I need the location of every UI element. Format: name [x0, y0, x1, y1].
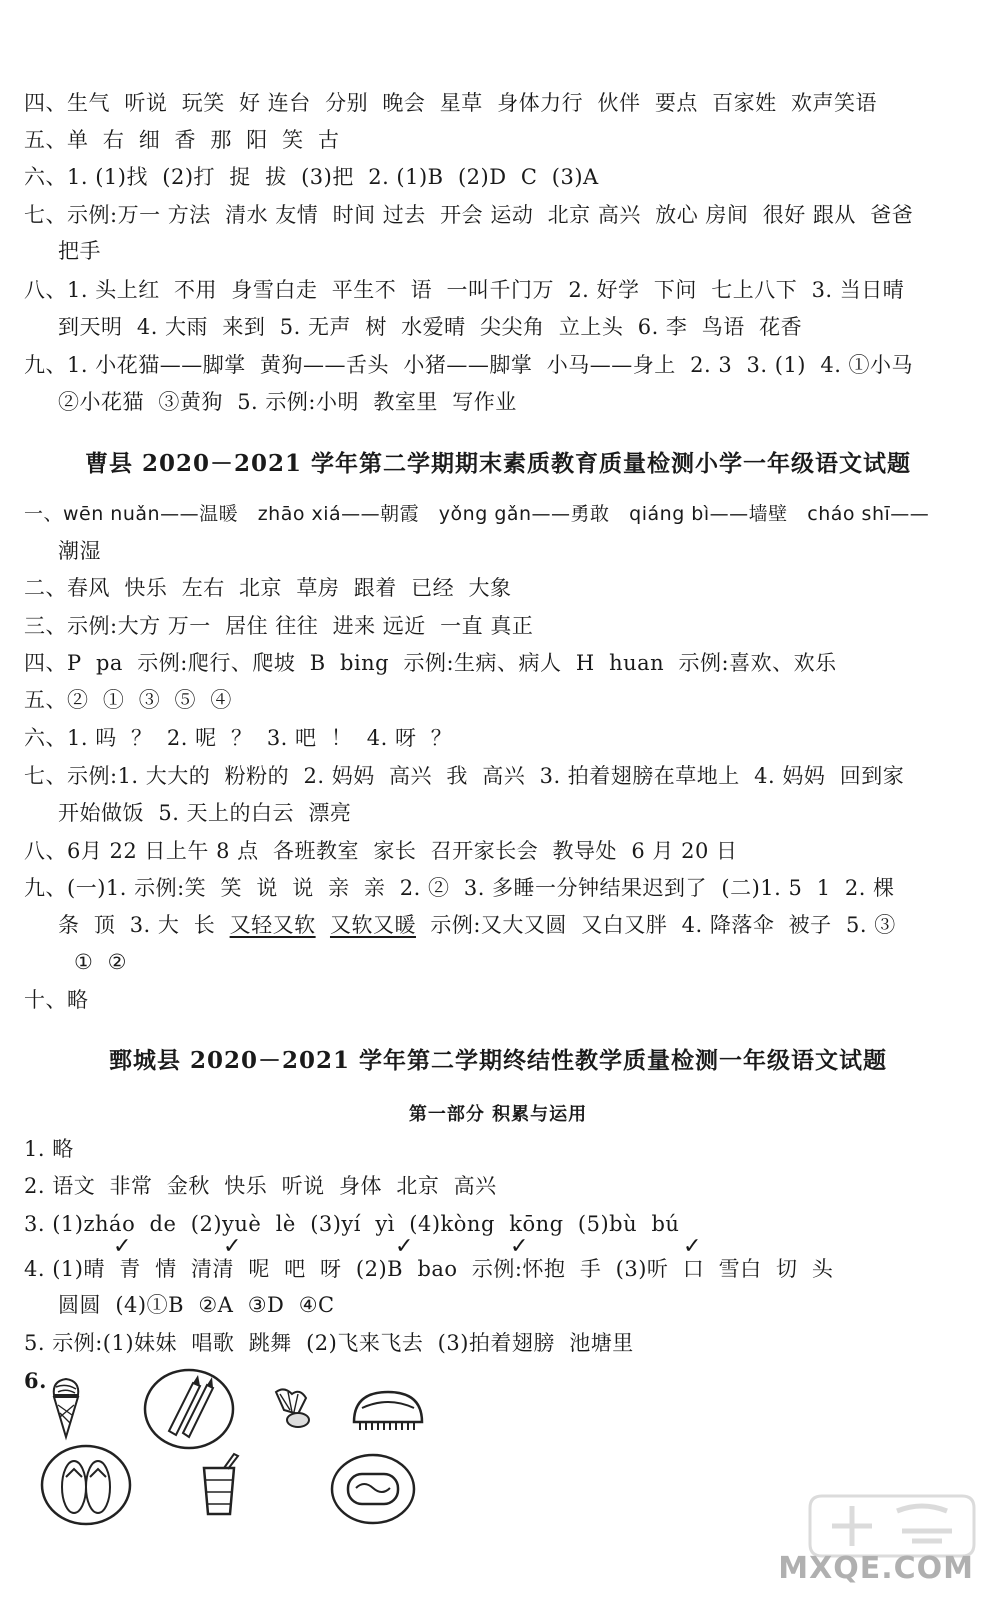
answer-line-1b: 潮湿: [58, 539, 101, 563]
answer-line-9b: ②小花猫 ③黄狗 5. 示例:小明 教室里 写作业: [58, 390, 517, 414]
answer-line-7b: 把手: [58, 239, 101, 263]
answer-line-7b: 开始做饭 5. 天上的白云 漂亮: [58, 801, 352, 825]
question-1: 1. 略: [24, 1137, 74, 1161]
section-title-juancheng: 鄄城县 2020－2021 学年第二学期终结性教学质量检测一年级语文试题: [108, 1047, 888, 1074]
answer-line-2: 二、春风 快乐 左右 北京 草房 跟着 已经 大象: [24, 576, 512, 600]
answer-line-3: 三、示例:大方 万一 居住 往往 进来 远近 一直 真正: [24, 614, 534, 638]
question-3: 3. (1)zháo de (2)yuè lè (3)yí yì (4)kòng kōng (5)bù bú: [24, 1212, 680, 1236]
answer-line-8b: 到天明 4. 大雨 来到 5. 无声 树 水爱晴 尖尖角 立上头 6. 李 鸟语 花香: [58, 315, 803, 339]
comb-icon: [350, 1386, 426, 1432]
slippers-icon: [40, 1443, 132, 1527]
ice-cream-icon: [46, 1375, 86, 1441]
answer-line-1a: 一、wēn nuǎn——温暖 zhāo xiá——朝霞 yǒng gǎn——勇敢 qiáng bì——墙壁 cháo shī——: [24, 503, 930, 525]
soap-icon: [330, 1452, 416, 1526]
answer-line-6: 六、1. 吗 ？ 2. 呢 ？ 3. 吧 ！ 4. 呀 ？: [24, 726, 453, 750]
checkmark-icon: ✓: [683, 1234, 702, 1259]
pencils-icon: [143, 1367, 235, 1451]
answer-line-10: 十、略: [24, 988, 89, 1012]
checkmark-icon: ✓: [510, 1234, 529, 1259]
checkmark-icon: ✓: [113, 1234, 132, 1259]
part-subtitle: 第一部分 积累与运用: [408, 1104, 588, 1125]
question-5: 5. 示例:(1)妹妹 唱歌 跳舞 (2)飞来飞去 (3)拍着翅膀 池塘里: [24, 1331, 634, 1355]
shuttlecock-icon: [270, 1384, 316, 1430]
section-title-caoxian: 曹县 2020－2021 学年第二学期期末素质教育质量检测小学一年级语文试题: [84, 450, 912, 477]
checkmark-icon: ✓: [395, 1234, 414, 1259]
answer-line-7a: 七、示例:1. 大大的 粉粉的 2. 妈妈 高兴 我 高兴 3. 拍着翅膀在草地上 4. 妈妈 回到家: [24, 764, 905, 788]
answer-line-6: 六、1. (1)找 (2)打 捉 拔 (3)把 2. (1)B (2)D C (3)A: [24, 165, 599, 189]
answer-line-5: 五、单 右 细 香 那 阳 笑 古: [24, 128, 340, 152]
answer-line-9a: 九、1. 小花猫——脚掌 黄狗——舌头 小猪——脚掌 小马——身上 2. 3 3. (1) 4. ①小马: [24, 353, 914, 377]
watermark-text: MXQE.COM: [778, 1551, 974, 1586]
question-4a: 4. (1)晴 青 情 清清 呢 吧 呀 (2)B bao 示例:怀抱 手 (3)听 口 雪白 切 头: [24, 1257, 834, 1281]
drink-cup-icon: [198, 1452, 244, 1518]
question-6: 6.: [24, 1368, 47, 1393]
answer-text: [316, 913, 330, 937]
answer-line-9a: 九、(一)1. 示例:笑 笑 说 说 亲 亲 2. ② 3. 多睡一分钟结果迟到了 (二)1. 5 1 2. 棵: [24, 876, 895, 900]
question-4b: 圆圆 (4)①B ②A ③D ④C: [58, 1293, 335, 1317]
answer-line-8: 八、6月 22 日上午 8 点 各班教室 家长 召开家长会 教导处 6 月 20 日: [24, 839, 738, 863]
answer-line-4: 四、生气 听说 玩笑 好 连台 分别 晚会 星草 身体力行 伙伴 要点 百家姓 欢声笑语: [24, 91, 878, 115]
answer-line-4: 四、P pa 示例:爬行、爬坡 B bing 示例:生病、病人 H huan 示例:喜欢、欢乐: [24, 651, 837, 675]
checkmark-icon: ✓: [223, 1234, 242, 1259]
answer-line-5: 五、② ① ③ ⑤ ④: [24, 688, 232, 712]
question-2: 2. 语文 非常 金秋 快乐 听说 身体 北京 高兴: [24, 1174, 497, 1198]
answer-line-9c: ① ②: [74, 950, 128, 974]
answer-text: 条 顶 3. 大 长: [58, 913, 230, 937]
underlined-answer: 又软又暖: [329, 913, 416, 937]
answer-line-8a: 八、1. 头上红 不用 身雪白走 平生不 语 一叫千门万 2. 好学 下问 七上八下 3. 当日晴: [24, 278, 905, 302]
answer-line-9b: [58, 911, 978, 939]
underlined-answer: 又轻又软: [229, 913, 316, 937]
answer-line-7a: 七、示例:万一 方法 清水 友情 时间 过去 开会 运动 北京 高兴 放心 房间 很好 跟从 爸爸: [24, 203, 914, 227]
answer-text: 示例:又大又圆 又白又胖 4. 降落伞 被子 5. ③: [415, 913, 896, 937]
